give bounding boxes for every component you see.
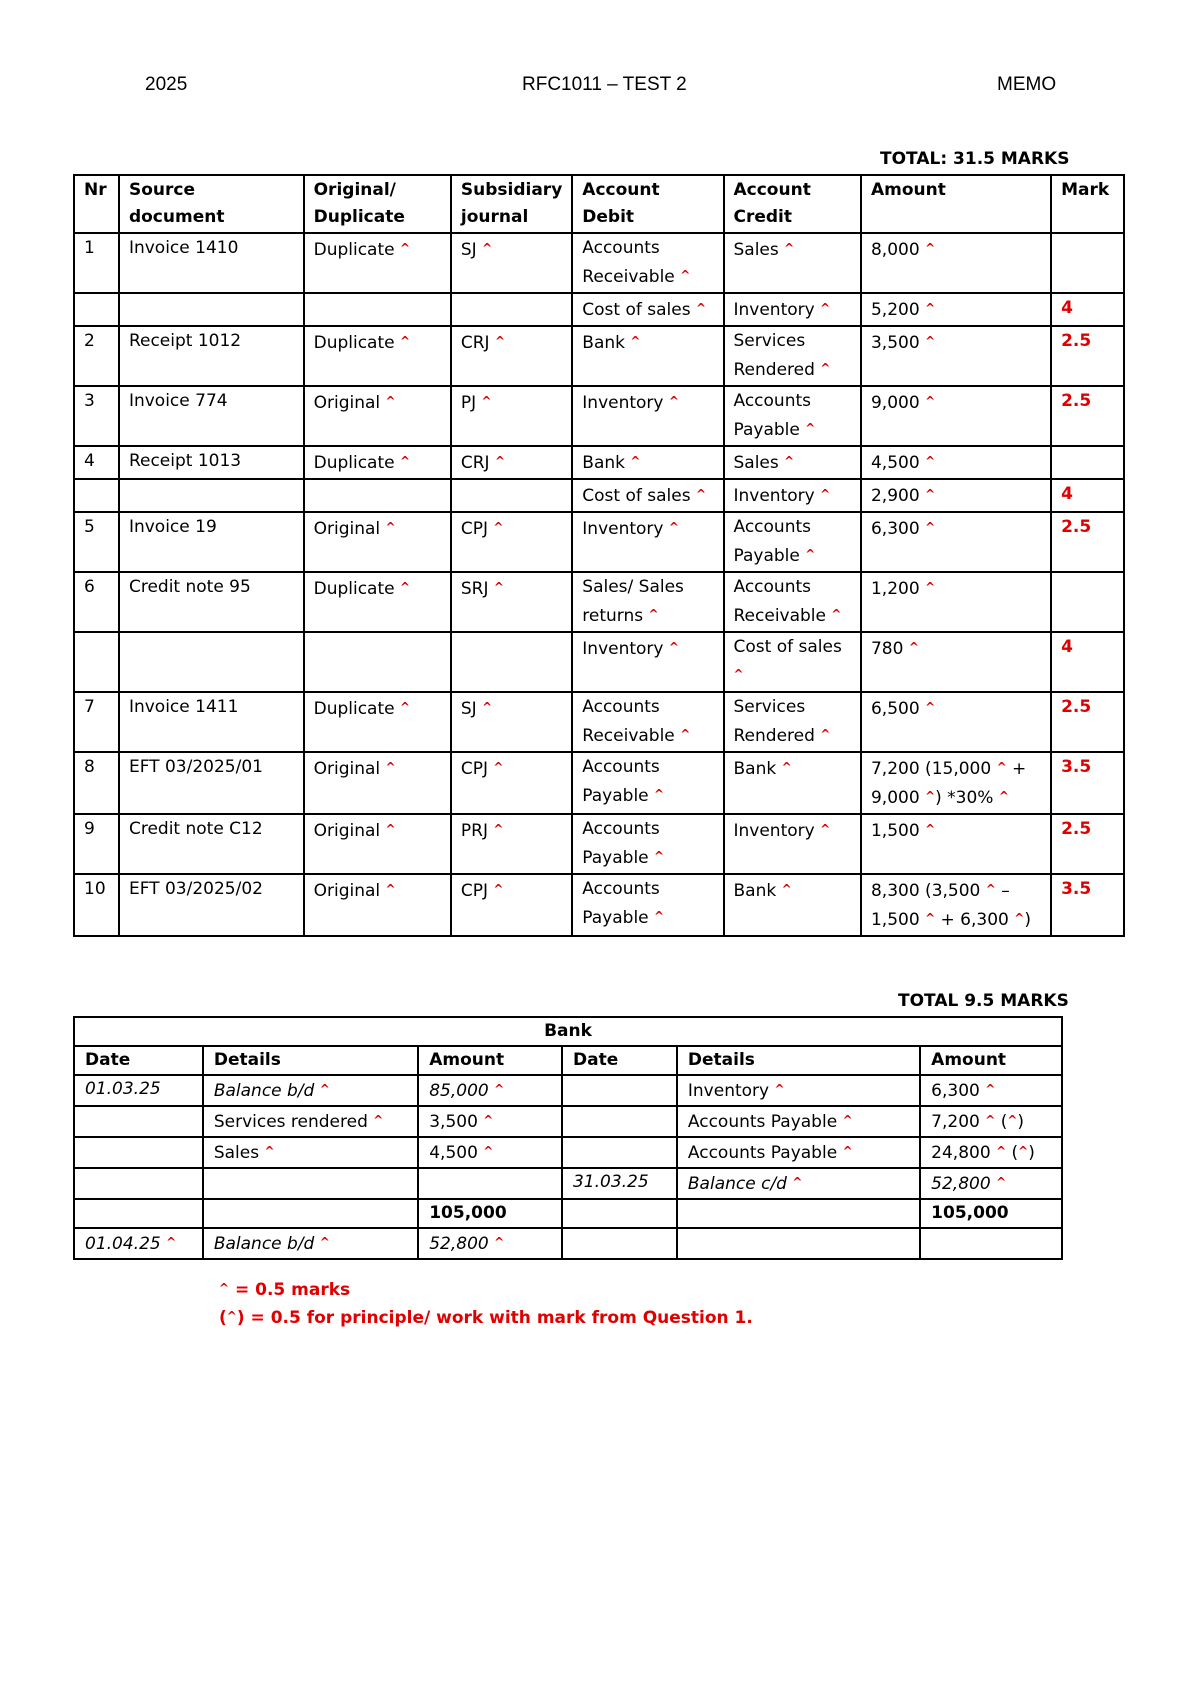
bank-row — [74, 1228, 1062, 1259]
tick-mark-icon: ^ — [925, 301, 936, 315]
tick-mark-icon: ^ — [925, 394, 936, 408]
tick-mark-icon: ^ — [1014, 911, 1025, 925]
tick-mark-icon: ^ — [985, 882, 996, 896]
col-account-credit: Account Credit — [724, 175, 861, 233]
col-amount: Amount — [861, 175, 1051, 233]
col-original-duplicate: Original/ Duplicate — [304, 175, 451, 233]
bank-cell-details-cr: Accounts Payable ^ — [677, 1137, 920, 1168]
journal-cell-source-document: Invoice 774 — [119, 386, 304, 446]
journal-cell-account-debit: Bank ^ — [572, 326, 723, 386]
journal-cell-mark — [1051, 572, 1124, 632]
tick-mark-icon: ^ — [400, 700, 411, 714]
journal-table — [73, 174, 1125, 937]
tick-mark-icon: ^ — [493, 882, 504, 896]
tick-mark-icon: ^ — [668, 394, 679, 408]
journal-cell-amount: 780 ^ — [861, 632, 1051, 692]
bank-title-row — [74, 1017, 1062, 1046]
journal-row — [74, 632, 1124, 692]
journal-row — [74, 293, 1124, 326]
bank-cell-amount-dr: 105,000 — [418, 1199, 562, 1228]
bank-cell-date-dr — [74, 1168, 203, 1199]
journal-cell-mark: 4 — [1051, 293, 1124, 326]
q2-total: TOTAL 9.5 MARKS — [898, 991, 1069, 1011]
bank-cell-details-cr: Inventory ^ — [677, 1075, 920, 1106]
journal-cell-subsidiary-journal: SJ ^ — [451, 233, 572, 293]
journal-cell-source-document — [119, 479, 304, 512]
journal-cell-source-document: Receipt 1012 — [119, 326, 304, 386]
journal-cell-mark — [1051, 233, 1124, 293]
tick-mark-icon: ^ — [493, 822, 504, 836]
tick-mark-icon: ^ — [668, 520, 679, 534]
col-nr: Nr — [74, 175, 119, 233]
journal-cell-account-debit: Accounts Payable ^ — [572, 752, 723, 814]
tick-mark-icon: ^ — [820, 487, 831, 501]
journal-cell-nr — [74, 293, 119, 326]
tick-mark-icon: ^ — [996, 1144, 1007, 1158]
legend-line-2: (^) = 0.5 for principle/ work with mark from Question 1. — [219, 1308, 753, 1328]
journal-cell-account-debit: Inventory ^ — [572, 632, 723, 692]
bank-cell-date-cr — [562, 1075, 677, 1106]
journal-cell-nr: 1 — [74, 233, 119, 293]
tick-mark-icon: ^ — [998, 789, 1009, 803]
bank-cell-amount-cr: 105,000 — [920, 1199, 1062, 1228]
journal-cell-source-document: EFT 03/2025/02 — [119, 874, 304, 936]
bank-cell-amount-dr — [418, 1168, 562, 1199]
journal-cell-account-debit: Accounts Receivable ^ — [572, 692, 723, 752]
journal-cell-mark: 4 — [1051, 632, 1124, 692]
journal-cell-amount: 3,500 ^ — [861, 326, 1051, 386]
journal-cell-nr: 8 — [74, 752, 119, 814]
journal-cell-original-duplicate: Original ^ — [304, 814, 451, 874]
journal-cell-account-credit: Bank ^ — [724, 752, 861, 814]
tick-mark-icon: ^ — [985, 1113, 996, 1127]
bank-cell-date-dr: 01.04.25 ^ — [74, 1228, 203, 1259]
bank-col-date-dr: Date — [74, 1046, 203, 1075]
journal-cell-source-document: Credit note 95 — [119, 572, 304, 632]
journal-cell-subsidiary-journal: PRJ ^ — [451, 814, 572, 874]
bank-cell-amount-dr: 4,500 ^ — [418, 1137, 562, 1168]
tick-mark-icon: ^ — [842, 1144, 853, 1158]
journal-cell-subsidiary-journal: CPJ ^ — [451, 752, 572, 814]
tick-mark-icon: ^ — [925, 241, 936, 255]
tick-mark-icon: ^ — [680, 268, 691, 282]
col-source-document: Source document — [119, 175, 304, 233]
journal-cell-amount: 4,500 ^ — [861, 446, 1051, 479]
journal-cell-mark: 3.5 — [1051, 752, 1124, 814]
tick-mark-icon: ^ — [668, 640, 679, 654]
journal-cell-subsidiary-journal — [451, 293, 572, 326]
journal-cell-amount: 1,200 ^ — [861, 572, 1051, 632]
journal-cell-original-duplicate — [304, 632, 451, 692]
journal-cell-amount: 5,200 ^ — [861, 293, 1051, 326]
journal-cell-account-credit: Services Rendered ^ — [724, 692, 861, 752]
tick-mark-icon: ^ — [319, 1235, 330, 1249]
bank-cell-details-cr: Balance c/d ^ — [677, 1168, 920, 1199]
journal-cell-nr: 3 — [74, 386, 119, 446]
bank-cell-amount-dr: 85,000 ^ — [418, 1075, 562, 1106]
bank-cell-amount-cr: 24,800 ^ (^) — [920, 1137, 1062, 1168]
bank-cell-date-dr — [74, 1199, 203, 1228]
tick-mark-icon: ^ — [1007, 1113, 1018, 1127]
tick-mark-icon: ^ — [494, 454, 506, 468]
tick-mark-icon: ^ — [400, 334, 411, 348]
tick-mark-icon: ^ — [630, 454, 641, 468]
tick-mark-icon: ^ — [400, 241, 411, 255]
bank-cell-date-cr — [562, 1137, 677, 1168]
tick-mark-icon: ^ — [696, 487, 707, 501]
journal-cell-original-duplicate: Original ^ — [304, 512, 451, 572]
journal-cell-mark — [1051, 446, 1124, 479]
journal-cell-account-credit: Accounts Receivable ^ — [724, 572, 861, 632]
journal-cell-account-credit: Cost of sales ^ — [724, 632, 861, 692]
tick-mark-icon: ^ — [166, 1235, 177, 1249]
tick-mark-icon: ^ — [842, 1113, 853, 1127]
bank-col-details-dr: Details — [203, 1046, 418, 1075]
tick-mark-icon: ^ — [820, 822, 831, 836]
journal-row — [74, 326, 1124, 386]
journal-cell-account-debit: Accounts Receivable ^ — [572, 233, 723, 293]
bank-cell-date-cr — [562, 1106, 677, 1137]
journal-cell-original-duplicate — [304, 479, 451, 512]
journal-header-row — [74, 175, 1124, 233]
journal-cell-original-duplicate: Duplicate ^ — [304, 446, 451, 479]
q1-total: TOTAL: 31.5 MARKS — [880, 149, 1070, 169]
tick-mark-icon: ^ — [483, 1113, 494, 1127]
journal-cell-source-document — [119, 293, 304, 326]
bank-cell-details-cr: Accounts Payable ^ — [677, 1106, 920, 1137]
tick-mark-icon: ^ — [264, 1144, 275, 1158]
journal-cell-account-debit: Inventory ^ — [572, 512, 723, 572]
journal-cell-mark: 3.5 — [1051, 874, 1124, 936]
journal-cell-amount: 6,300 ^ — [861, 512, 1051, 572]
journal-cell-account-debit: Accounts Payable ^ — [572, 874, 723, 936]
tick-mark-icon: ^ — [400, 454, 411, 468]
journal-cell-account-credit: Inventory ^ — [724, 293, 861, 326]
journal-cell-account-debit: Sales/ Sales returns ^ — [572, 572, 723, 632]
bank-cell-date-cr: 31.03.25 — [562, 1168, 677, 1199]
tick-mark-icon: ^ — [493, 520, 504, 534]
tick-mark-icon: ^ — [820, 727, 831, 741]
journal-cell-mark: 4 — [1051, 479, 1124, 512]
tick-mark-icon: ^ — [820, 301, 831, 315]
journal-cell-original-duplicate: Original ^ — [304, 752, 451, 814]
journal-cell-account-debit: Inventory ^ — [572, 386, 723, 446]
tick-mark-icon: ^ — [781, 760, 792, 774]
journal-cell-subsidiary-journal: CRJ ^ — [451, 446, 572, 479]
journal-cell-account-credit: Bank ^ — [724, 874, 861, 936]
journal-cell-amount: 7,200 (15,000 ^ + 9,000 ^) *30% ^ — [861, 752, 1051, 814]
journal-cell-account-debit: Cost of sales ^ — [572, 479, 723, 512]
bank-col-amount-cr: Amount — [920, 1046, 1062, 1075]
bank-header-row — [74, 1046, 1062, 1075]
journal-cell-mark: 2.5 — [1051, 692, 1124, 752]
journal-cell-account-credit: Accounts Payable ^ — [724, 512, 861, 572]
tick-mark-icon: ^ — [805, 421, 816, 435]
bank-col-date-cr: Date — [562, 1046, 677, 1075]
bank-row — [74, 1137, 1062, 1168]
bank-cell-details-dr: Services rendered ^ — [203, 1106, 418, 1137]
bank-row — [74, 1199, 1062, 1228]
journal-cell-nr: 9 — [74, 814, 119, 874]
journal-cell-original-duplicate: Duplicate ^ — [304, 692, 451, 752]
tick-mark-icon: ^ — [385, 394, 396, 408]
journal-cell-amount: 1,500 ^ — [861, 814, 1051, 874]
journal-cell-original-duplicate: Original ^ — [304, 386, 451, 446]
tick-mark-icon: ^ — [482, 700, 493, 714]
col-subsidiary-journal: Subsidiary journal — [451, 175, 572, 233]
tick-mark-icon: ^ — [385, 822, 396, 836]
bank-cell-date-dr — [74, 1106, 203, 1137]
tick-mark-icon: ^ — [820, 361, 831, 375]
bank-cell-amount-dr: 52,800 ^ — [418, 1228, 562, 1259]
journal-cell-source-document: Receipt 1013 — [119, 446, 304, 479]
journal-cell-original-duplicate — [304, 293, 451, 326]
journal-cell-nr: 6 — [74, 572, 119, 632]
bank-cell-details-dr — [203, 1199, 418, 1228]
tick-mark-icon: ^ — [925, 520, 936, 534]
journal-cell-nr: 5 — [74, 512, 119, 572]
tick-mark-icon: ^ — [654, 909, 665, 923]
journal-cell-account-debit: Cost of sales ^ — [572, 293, 723, 326]
journal-cell-account-credit: Inventory ^ — [724, 814, 861, 874]
bank-ledger-table — [73, 1016, 1063, 1260]
col-mark: Mark — [1051, 175, 1124, 233]
journal-row — [74, 814, 1124, 874]
journal-cell-subsidiary-journal: SJ ^ — [451, 692, 572, 752]
bank-cell-date-dr — [74, 1137, 203, 1168]
tick-mark-icon: ^ — [792, 1175, 803, 1189]
tick-mark-icon: ^ — [925, 789, 936, 803]
tick-mark-icon: ^ — [482, 241, 493, 255]
tick-mark-icon: ^ — [373, 1113, 384, 1127]
journal-cell-source-document: Invoice 19 — [119, 512, 304, 572]
journal-cell-subsidiary-journal — [451, 632, 572, 692]
tick-mark-icon: ^ — [784, 241, 795, 255]
journal-row — [74, 233, 1124, 293]
bank-title: Bank — [74, 1017, 1062, 1046]
col-account-debit: Account Debit — [572, 175, 723, 233]
header-memo: MEMO — [997, 74, 1057, 95]
tick-mark-icon: ^ — [680, 727, 691, 741]
journal-cell-source-document: Credit note C12 — [119, 814, 304, 874]
tick-mark-icon: ^ — [925, 911, 936, 925]
journal-cell-nr — [74, 479, 119, 512]
bank-cell-details-cr — [677, 1228, 920, 1259]
journal-cell-mark: 2.5 — [1051, 386, 1124, 446]
tick-mark-icon: ^ — [774, 1082, 785, 1096]
journal-cell-source-document — [119, 632, 304, 692]
bank-cell-amount-dr: 3,500 ^ — [418, 1106, 562, 1137]
journal-row — [74, 874, 1124, 936]
journal-cell-account-credit: Inventory ^ — [724, 479, 861, 512]
bank-col-details-cr: Details — [677, 1046, 920, 1075]
tick-mark-icon: ^ — [925, 580, 936, 594]
tick-mark-icon: ^ — [996, 760, 1007, 774]
tick-mark-icon: ^ — [985, 1082, 996, 1096]
journal-cell-subsidiary-journal: SRJ ^ — [451, 572, 572, 632]
bank-cell-date-cr — [562, 1199, 677, 1228]
journal-cell-account-debit: Bank ^ — [572, 446, 723, 479]
journal-cell-original-duplicate: Duplicate ^ — [304, 233, 451, 293]
bank-cell-details-dr: Balance b/d ^ — [203, 1075, 418, 1106]
tick-mark-icon: ^ — [733, 667, 744, 681]
journal-cell-amount: 8,000 ^ — [861, 233, 1051, 293]
bank-cell-amount-cr: 7,200 ^ (^) — [920, 1106, 1062, 1137]
tick-mark-icon: ^ — [385, 520, 396, 534]
journal-cell-account-credit: Sales ^ — [724, 233, 861, 293]
bank-cell-details-dr — [203, 1168, 418, 1199]
tick-mark-icon: ^ — [219, 1281, 230, 1295]
journal-row — [74, 386, 1124, 446]
journal-cell-subsidiary-journal: CPJ ^ — [451, 874, 572, 936]
journal-row — [74, 479, 1124, 512]
header-year: 2025 — [145, 74, 188, 95]
tick-mark-icon: ^ — [781, 882, 792, 896]
tick-mark-icon: ^ — [654, 849, 665, 863]
journal-cell-nr: 10 — [74, 874, 119, 936]
tick-mark-icon: ^ — [648, 607, 659, 621]
journal-cell-nr — [74, 632, 119, 692]
bank-cell-details-dr: Balance b/d ^ — [203, 1228, 418, 1259]
journal-row — [74, 446, 1124, 479]
journal-row — [74, 512, 1124, 572]
journal-cell-amount: 6,500 ^ — [861, 692, 1051, 752]
journal-cell-source-document: Invoice 1410 — [119, 233, 304, 293]
tick-mark-icon: ^ — [319, 1082, 330, 1096]
journal-cell-account-credit: Services Rendered ^ — [724, 326, 861, 386]
journal-cell-nr: 7 — [74, 692, 119, 752]
tick-mark-icon: ^ — [385, 882, 396, 896]
bank-col-amount-dr: Amount — [418, 1046, 562, 1075]
tick-mark-icon: ^ — [805, 547, 816, 561]
journal-cell-amount: 9,000 ^ — [861, 386, 1051, 446]
bank-row — [74, 1075, 1062, 1106]
bank-row — [74, 1168, 1062, 1199]
tick-mark-icon: ^ — [696, 301, 707, 315]
tick-mark-icon: ^ — [493, 760, 504, 774]
header-code: RFC1011 – TEST 2 — [522, 74, 687, 95]
tick-mark-icon: ^ — [226, 1309, 237, 1323]
bank-cell-date-cr — [562, 1228, 677, 1259]
journal-cell-subsidiary-journal: PJ ^ — [451, 386, 572, 446]
journal-cell-subsidiary-journal — [451, 479, 572, 512]
tick-mark-icon: ^ — [494, 1235, 505, 1249]
tick-mark-icon: ^ — [385, 760, 396, 774]
tick-mark-icon: ^ — [925, 487, 936, 501]
journal-cell-mark: 2.5 — [1051, 814, 1124, 874]
journal-cell-source-document: EFT 03/2025/01 — [119, 752, 304, 814]
tick-mark-icon: ^ — [784, 454, 795, 468]
tick-mark-icon: ^ — [925, 454, 936, 468]
journal-cell-account-credit: Accounts Payable ^ — [724, 386, 861, 446]
journal-row — [74, 752, 1124, 814]
journal-row — [74, 572, 1124, 632]
bank-row — [74, 1106, 1062, 1137]
journal-cell-original-duplicate: Original ^ — [304, 874, 451, 936]
bank-cell-amount-cr: 6,300 ^ — [920, 1075, 1062, 1106]
tick-mark-icon: ^ — [925, 334, 936, 348]
tick-mark-icon: ^ — [925, 700, 936, 714]
bank-cell-amount-cr — [920, 1228, 1062, 1259]
journal-cell-source-document: Invoice 1411 — [119, 692, 304, 752]
journal-cell-nr: 4 — [74, 446, 119, 479]
tick-mark-icon: ^ — [483, 1144, 494, 1158]
tick-mark-icon: ^ — [925, 822, 936, 836]
tick-mark-icon: ^ — [481, 394, 492, 408]
journal-row — [74, 692, 1124, 752]
bank-cell-date-dr: 01.03.25 — [74, 1075, 203, 1106]
journal-cell-subsidiary-journal: CPJ ^ — [451, 512, 572, 572]
bank-cell-details-cr — [677, 1199, 920, 1228]
journal-cell-account-debit: Accounts Payable ^ — [572, 814, 723, 874]
journal-cell-mark: 2.5 — [1051, 512, 1124, 572]
journal-cell-mark: 2.5 — [1051, 326, 1124, 386]
tick-mark-icon: ^ — [494, 334, 506, 348]
bank-cell-amount-cr: 52,800 ^ — [920, 1168, 1062, 1199]
tick-mark-icon: ^ — [400, 580, 411, 594]
journal-cell-amount: 8,300 (3,500 ^ – 1,500 ^ + 6,300 ^) — [861, 874, 1051, 936]
journal-cell-nr: 2 — [74, 326, 119, 386]
tick-mark-icon: ^ — [996, 1175, 1007, 1189]
tick-mark-icon: ^ — [630, 334, 641, 348]
journal-cell-original-duplicate: Duplicate ^ — [304, 326, 451, 386]
tick-mark-icon: ^ — [1018, 1144, 1029, 1158]
tick-mark-icon: ^ — [494, 1082, 505, 1096]
tick-mark-icon: ^ — [831, 607, 842, 621]
legend-line-1: ^ = 0.5 marks — [219, 1280, 351, 1300]
journal-cell-subsidiary-journal: CRJ ^ — [451, 326, 572, 386]
bank-cell-details-dr: Sales ^ — [203, 1137, 418, 1168]
journal-cell-amount: 2,900 ^ — [861, 479, 1051, 512]
journal-cell-account-credit: Sales ^ — [724, 446, 861, 479]
tick-mark-icon: ^ — [908, 640, 919, 654]
tick-mark-icon: ^ — [493, 580, 504, 594]
journal-cell-original-duplicate: Duplicate ^ — [304, 572, 451, 632]
tick-mark-icon: ^ — [654, 787, 665, 801]
